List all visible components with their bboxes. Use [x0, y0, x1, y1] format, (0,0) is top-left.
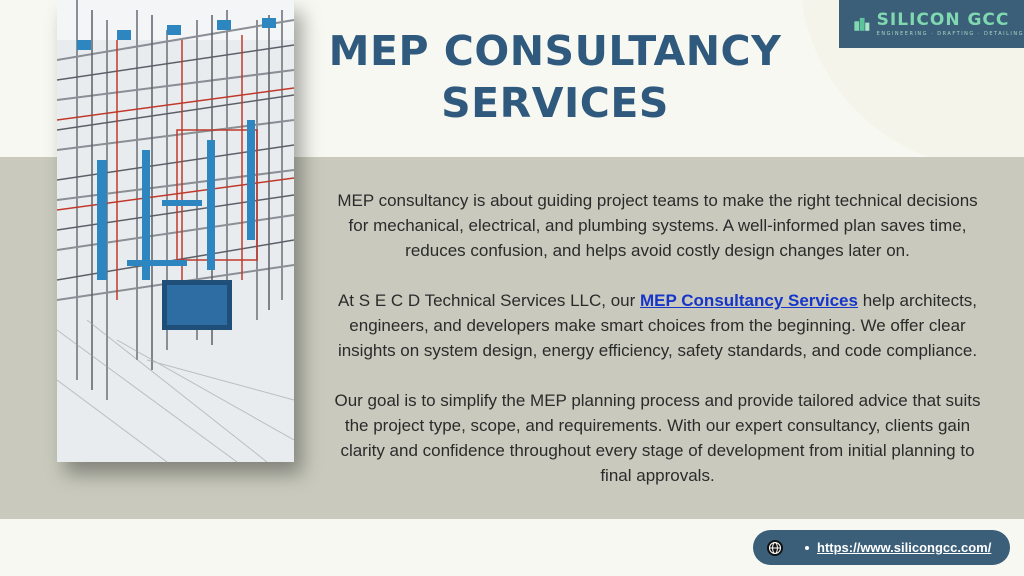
mep-consultancy-services-link[interactable]: MEP Consultancy Services	[640, 291, 858, 310]
website-link[interactable]: https://www.silicongcc.com/	[817, 540, 992, 555]
bullet-dot	[805, 546, 809, 550]
logo-name: SILICON GCC	[876, 9, 1010, 30]
paragraph-company	[330, 288, 985, 363]
logo-tagline: ENGINEERING · DRAFTING · DETAILING	[876, 30, 1024, 37]
paragraph-intro: MEP consultancy is about guiding project teams to make the right technical decisions for mechanical, electrical, and plumbing systems. A well-informed plan saves time, reduces confusion, and helps avoid costly design changes later on.	[337, 191, 978, 260]
paragraph-goal: Our goal is to simplify the MEP planning process and provide tailored advice that suits the project type, scope, and requirements. With our expert consultancy, clients gain clarity and confidence throughout every stage of development from initial planning to final approvals.	[334, 391, 981, 485]
website-pill[interactable]	[753, 530, 1010, 565]
globe-icon	[767, 540, 783, 556]
body-text	[330, 188, 985, 513]
silicon-gcc-logo	[839, 0, 1024, 48]
page-title	[300, 25, 810, 129]
building-logo-icon	[853, 12, 871, 36]
title-line-1: MEP CONSULTANCY	[328, 27, 782, 75]
title-line-2: SERVICES	[441, 79, 669, 127]
paragraph-company-after: help architects, engineers, and developers make smart choices from the beginning. We offer clear insights on system design, energy efficiency, safety standards, and code compliance.	[337, 291, 978, 360]
mep-3d-model-image	[57, 0, 294, 462]
paragraph-company-before: At S E C D Technical Services LLC, our	[337, 291, 641, 310]
